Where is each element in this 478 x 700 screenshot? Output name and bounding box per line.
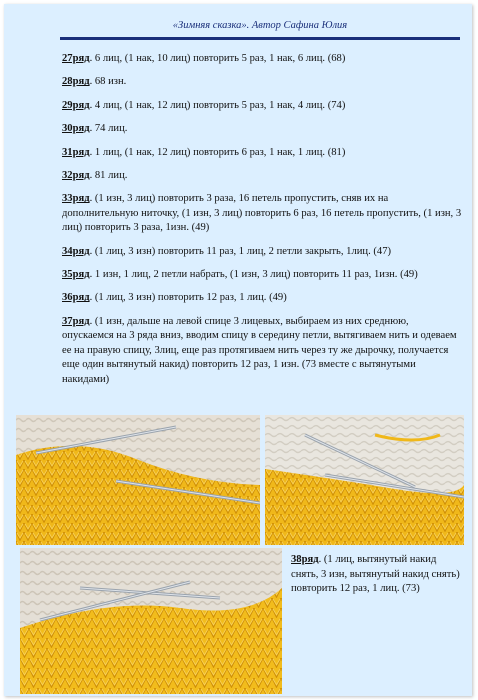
header-rule (60, 37, 460, 40)
row-text: . 74 лиц. (89, 123, 128, 135)
row-29 (62, 99, 462, 113)
row-text: . 68 изн. (89, 76, 127, 88)
row-text: . (1 лиц, 3 изн) повторить 11 раз, 1 лиц, 2 петли закрыть, 1лиц. (47) (89, 245, 392, 257)
row-30 (62, 122, 462, 136)
row-label: 30ряд (62, 123, 90, 135)
row-text: . (1 лиц, вытянутый накид снять, 3 изн, вытянутый накид снять) повторить 12 раз, 1 лиц. (73) (291, 554, 460, 595)
row-label: 38ряд (291, 554, 319, 565)
knitting-photo-1 (16, 415, 260, 545)
row-label: 27ряд (62, 53, 90, 64)
row-38 (291, 553, 461, 597)
row-28 (62, 75, 462, 89)
document-page (4, 4, 472, 696)
row-label: 32ряд (62, 170, 90, 182)
row-label: 28ряд (62, 76, 90, 88)
row-text: . 1 изн, 1 лиц, 2 петли набрать, (1 изн, 3 лиц) повторить 11 раз, 1изн. (49) (89, 269, 418, 281)
row-31 (62, 146, 462, 160)
row-37 (62, 315, 462, 387)
knitting-photo-2 (265, 415, 464, 545)
row-32 (62, 169, 462, 183)
row-label: 35ряд (62, 269, 90, 281)
row-text: . 1 лиц, (1 нак, 12 лиц) повторить 6 раз, 1 нак, 1 лиц. (81) (89, 146, 346, 158)
row-34 (62, 245, 462, 259)
row-text: . (1 изн, 3 лиц) повторить 3 раза, 16 петель пропустить, сняв их на дополнительную ниточку, (1 изн, 3 лиц) повторить 6 раз, 16 петель пропустить, (1 изн, 3 лиц) повторить 3 раза, 1изн. (49) (62, 193, 462, 234)
row-label: 36ряд (62, 292, 90, 304)
row-text: . 4 лиц, (1 нак, 12 лиц) повторить 5 раз, 1 нак, 4 лиц. (74) (89, 99, 346, 111)
pattern-rows (62, 52, 462, 396)
page-header-title: «Зимняя сказка». Автор Сафина Юлия (172, 20, 348, 31)
row-text: . 81 лиц. (89, 170, 128, 182)
row-label: 37ряд (62, 315, 90, 327)
row-33 (62, 192, 462, 235)
row-35 (62, 268, 462, 282)
row-label: 33ряд (62, 193, 90, 205)
row-label: 31ряд (62, 146, 90, 158)
row-label: 34ряд (62, 245, 90, 257)
knitting-photo-3 (20, 548, 282, 694)
row-text: . (1 изн, дальше на левой спице 3 лицевых, выбираем из них среднюю, опускаемся на 3 ряда вниз, вводим спицу в середину петли, вытягиваем нить и одеваем ее на правую спицу, 3лиц, еще раз протягиваем нить через ту же дырочку, получается еще один вытянутый накид) повторить 12 раз, 1 изн. (73 вместе с вытянутыми накидами) (62, 315, 457, 385)
row-label: 29ряд (62, 99, 90, 111)
row-text: . 6 лиц, (1 нак, 10 лиц) повторить 5 раз, 1 нак, 6 лиц. (68) (89, 53, 346, 64)
row-36 (62, 291, 462, 305)
row-27 (62, 52, 462, 66)
row-text: . (1 лиц, 3 изн) повторить 12 раз, 1 лиц. (49) (89, 292, 287, 304)
